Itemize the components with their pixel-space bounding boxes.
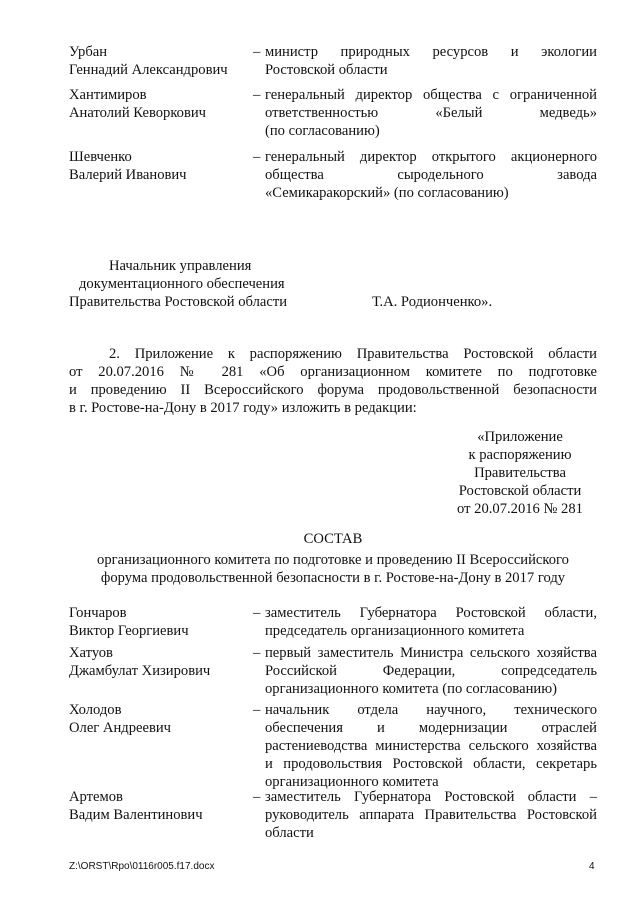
member-row <box>69 43 597 79</box>
member-surname: Шевченко <box>69 149 132 165</box>
role-line: растениеводства министерства сельского хозяйства <box>265 738 597 754</box>
composition-title <box>69 530 597 587</box>
role-line: Ростовской области <box>265 62 388 78</box>
signature-name: Т.А. Родионченко». <box>372 294 493 310</box>
role-line: ответственностью «Белый медведь» <box>265 105 597 121</box>
signature-line: Правительства Ростовской области <box>69 294 288 310</box>
member-given-name: Олег Андреевич <box>69 720 171 736</box>
member-row <box>69 148 597 202</box>
member-row <box>69 86 597 140</box>
signature-block <box>69 257 509 311</box>
dash: – <box>253 44 261 60</box>
member-row <box>69 644 597 698</box>
paragraph-line: от 20.07.2016 № 281 «Об организационном комитете по подготовке <box>69 364 597 380</box>
member-role <box>265 604 597 640</box>
dash: – <box>253 789 261 805</box>
member-name <box>69 86 249 122</box>
member-role <box>265 86 597 140</box>
role-line: генеральный директор общества с ограниченной <box>265 87 597 103</box>
role-line: министр природных ресурсов и экологии <box>265 44 597 60</box>
appendix-header <box>445 428 595 518</box>
appendix-line: «Приложение <box>477 429 563 445</box>
member-role <box>265 701 597 791</box>
member-role <box>265 148 597 202</box>
role-line: (по согласованию) <box>265 123 380 139</box>
appendix-line: от 20.07.2016 № 281 <box>457 501 583 517</box>
member-given-name: Виктор Георгиевич <box>69 623 189 639</box>
member-role <box>265 788 597 842</box>
role-line: общества сыродельного завода <box>265 167 597 183</box>
dash: – <box>253 149 261 165</box>
role-line: организационного комитета <box>265 774 439 790</box>
member-surname: Хатуов <box>69 645 113 661</box>
role-line: организационного комитета (по согласованию) <box>265 681 557 697</box>
member-surname: Артемов <box>69 789 123 805</box>
footer-file-path: Z:\ORST\Rpo\0116r005.f17.docx <box>69 861 215 872</box>
role-line: председатель организационного комитета <box>265 623 525 639</box>
dash: – <box>253 87 261 103</box>
member-name <box>69 644 249 680</box>
member-role <box>265 644 597 698</box>
member-surname: Холодов <box>69 702 122 718</box>
appendix-line: Правительства <box>474 465 566 481</box>
appendix-line: Ростовской области <box>458 483 582 499</box>
dash: – <box>253 645 261 661</box>
role-line: руководитель аппарата Правительства Ростовской <box>265 807 597 823</box>
role-line: первый заместитель Министра сельского хозяйства <box>265 645 597 661</box>
member-given-name: Валерий Иванович <box>69 167 187 183</box>
dash: – <box>253 605 261 621</box>
role-line: «Семикаракорский» (по согласованию) <box>265 185 509 201</box>
member-role <box>265 43 597 79</box>
member-row <box>69 701 597 791</box>
member-name <box>69 148 249 184</box>
paragraph-line: 2. Приложение к распоряжению Правительства Ростовской области <box>109 346 597 362</box>
role-line: Российской Федерации, сопредседатель <box>265 663 597 679</box>
role-line: и продовольствия Ростовской области, секретарь <box>265 756 597 772</box>
member-row <box>69 788 597 842</box>
paragraph-line: в г. Ростове-на-Дону в 2017 году» изложить в редакции: <box>69 400 417 416</box>
title-line: организационного комитета по подготовке и проведению II Всероссийского <box>97 552 569 568</box>
role-line: области <box>265 825 314 841</box>
member-name <box>69 788 249 824</box>
member-surname: Гончаров <box>69 605 127 621</box>
member-name <box>69 43 249 79</box>
dash: – <box>253 702 261 718</box>
title-heading: СОСТАВ <box>303 531 363 547</box>
member-row <box>69 604 597 640</box>
role-line: заместитель Губернатора Ростовской области, <box>265 605 597 621</box>
title-line: форума продовольственной безопасности в г. Ростове-на-Дону в 2017 году <box>100 570 566 586</box>
member-given-name: Джамбулат Хизирович <box>69 663 211 679</box>
member-name <box>69 604 249 640</box>
role-line: начальник отдела научного, технического <box>265 702 597 718</box>
member-name <box>69 701 249 737</box>
role-line: заместитель Губернатора Ростовской области – <box>265 789 597 805</box>
amendment-paragraph <box>69 345 597 417</box>
member-surname: Урбан <box>69 44 108 60</box>
role-line: обеспечения и модернизации отраслей <box>265 720 597 736</box>
member-given-name: Анатолий Кеворкович <box>69 105 207 121</box>
signature-line: Начальник управления <box>109 258 252 274</box>
member-given-name: Геннадий Александрович <box>69 62 228 78</box>
member-surname: Хантимиров <box>69 87 147 103</box>
footer-page-number: 4 <box>589 861 595 872</box>
role-line: генеральный директор открытого акционерного <box>265 149 597 165</box>
member-given-name: Вадим Валентинович <box>69 807 203 823</box>
paragraph-line: и проведению II Всероссийского форума продовольственной безопасности <box>69 382 597 398</box>
signature-line: документационного обеспечения <box>79 276 285 292</box>
appendix-line: к распоряжению <box>468 447 572 463</box>
